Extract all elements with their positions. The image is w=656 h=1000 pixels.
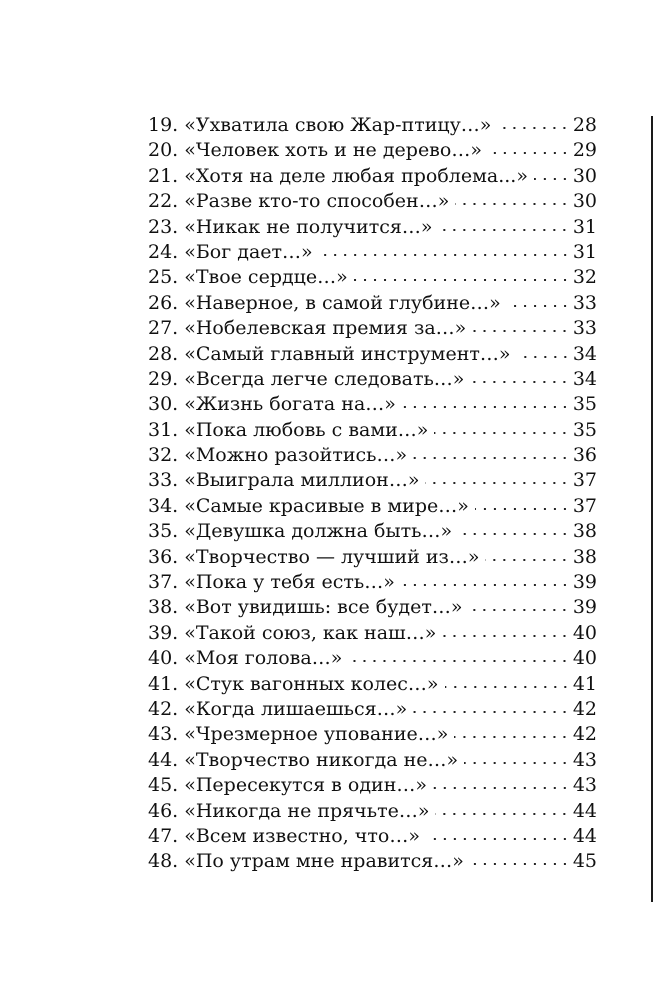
toc-entry xyxy=(148,570,597,595)
toc-entry-page-number: 30 xyxy=(572,190,597,213)
toc-entry xyxy=(148,849,597,874)
toc-entry-title: «Творчество никогда не…» xyxy=(184,748,459,771)
toc-entry-page-number: 42 xyxy=(572,723,597,746)
toc-entry-page-number: 37 xyxy=(572,494,597,517)
toc-entry-number: 42. xyxy=(148,697,179,720)
toc-entry-page-number: 33 xyxy=(572,291,597,314)
toc-entry-title: «Никогда не прячьте…» xyxy=(184,799,430,822)
dot-leader xyxy=(435,811,569,817)
toc-entry-title: «Вот увидишь: все будет…» xyxy=(184,596,463,619)
toc-entry xyxy=(148,646,597,671)
toc-entry xyxy=(148,722,597,747)
page-edge-line xyxy=(651,116,653,902)
toc-entry-page-number: 45 xyxy=(572,850,597,873)
dot-leader xyxy=(458,531,570,537)
toc-entry xyxy=(148,240,597,265)
toc-entry-number: 22. xyxy=(148,190,179,213)
toc-entry-title: «Творчество — лучший из…» xyxy=(184,545,480,568)
dot-leader xyxy=(319,252,570,258)
toc-entry-number: 28. xyxy=(148,342,179,365)
toc-entry-title: «Всегда легче следовать…» xyxy=(184,367,465,390)
toc-entry-page-number: 34 xyxy=(572,342,597,365)
toc-entry-number: 35. xyxy=(148,520,179,543)
toc-entry-page-number: 36 xyxy=(572,444,597,467)
dot-leader xyxy=(455,201,569,207)
toc-entry-page-number: 43 xyxy=(572,748,597,771)
toc-entry-number: 37. xyxy=(148,571,179,594)
toc-entry-title: «Пока любовь с вами…» xyxy=(184,418,429,441)
toc-entry-title: «Твое сердце…» xyxy=(184,266,348,289)
toc-entry xyxy=(148,494,597,519)
toc-entry-number: 23. xyxy=(148,215,179,238)
toc-entry-page-number: 34 xyxy=(572,367,597,390)
dot-leader xyxy=(401,582,570,588)
toc-entry-number: 29. xyxy=(148,367,179,390)
toc-entry-number: 38. xyxy=(148,596,179,619)
toc-entry-title: «Когда лишаешься…» xyxy=(184,697,408,720)
dot-leader xyxy=(426,836,570,842)
dot-leader xyxy=(354,277,570,283)
toc-entry-title: «Пересекутся в один…» xyxy=(184,774,428,797)
dot-leader xyxy=(507,303,570,309)
toc-entry xyxy=(148,164,597,189)
toc-entry-title: «Выиграла миллион…» xyxy=(184,469,420,492)
toc-entry-title: «Самый главный инструмент…» xyxy=(184,342,511,365)
dot-leader xyxy=(517,354,570,360)
toc-entry-number: 19. xyxy=(148,114,179,136)
dot-leader xyxy=(475,506,570,512)
dot-leader xyxy=(485,557,569,563)
dot-leader xyxy=(413,709,570,715)
toc-entry xyxy=(148,799,597,824)
toc-entry-number: 47. xyxy=(148,824,179,847)
toc-entry-number: 44. xyxy=(148,748,179,771)
toc-entry-number: 27. xyxy=(148,317,179,340)
toc-entry xyxy=(148,418,597,443)
toc-entry-page-number: 28 xyxy=(572,114,597,136)
toc-entry-title: «Всем известно, что…» xyxy=(184,824,420,847)
toc-entry xyxy=(148,595,597,620)
toc-entry-page-number: 43 xyxy=(572,774,597,797)
toc-entry-title: «Наверное, в самой глубине…» xyxy=(184,291,501,314)
dot-leader xyxy=(433,785,570,791)
toc-entry-page-number: 38 xyxy=(572,545,597,568)
toc-entry-number: 25. xyxy=(148,266,179,289)
toc-entry-number: 26. xyxy=(148,291,179,314)
toc-entry xyxy=(148,824,597,849)
dot-leader xyxy=(472,328,570,334)
toc-entry-title: «Пока у тебя есть…» xyxy=(184,571,395,594)
toc-entry-page-number: 38 xyxy=(572,520,597,543)
toc-entry xyxy=(148,113,597,138)
toc-entry-number: 32. xyxy=(148,444,179,467)
toc-entry-number: 21. xyxy=(148,164,179,187)
dot-leader xyxy=(348,658,569,664)
toc-entry-number: 43. xyxy=(148,723,179,746)
toc-entry xyxy=(148,316,597,341)
toc-entry-page-number: 30 xyxy=(572,164,597,187)
toc-entry-number: 45. xyxy=(148,774,179,797)
toc-entry-page-number: 39 xyxy=(572,571,597,594)
dot-leader xyxy=(445,684,570,690)
toc-entry-title: «Самые красивые в мире…» xyxy=(184,494,469,517)
dot-leader xyxy=(488,150,570,156)
dot-leader xyxy=(413,455,570,461)
toc-entry-title: «Чрезмерное упование…» xyxy=(184,723,449,746)
toc-entry-title: «Никак не получится…» xyxy=(184,215,433,238)
toc-entry-title: «Стук вагонных колес…» xyxy=(184,672,439,695)
toc-entry-page-number: 40 xyxy=(572,621,597,644)
toc-entry-title: «Такой союз, как наш…» xyxy=(184,621,437,644)
dot-leader xyxy=(464,760,570,766)
toc-entry-title: «Бог дает…» xyxy=(184,240,313,263)
toc-entry xyxy=(148,215,597,240)
toc-entry-page-number: 35 xyxy=(572,393,597,416)
toc-entry-number: 41. xyxy=(148,672,179,695)
toc-entry xyxy=(148,265,597,290)
toc-entry-title: «Ухватила свою Жар-птицу…» xyxy=(184,114,492,136)
dot-leader xyxy=(497,125,569,131)
table-of-contents xyxy=(148,113,597,875)
toc-entry xyxy=(148,291,597,316)
toc-entry-page-number: 29 xyxy=(572,139,597,162)
toc-entry-page-number: 44 xyxy=(572,799,597,822)
dot-leader xyxy=(470,861,570,867)
dot-leader xyxy=(454,734,569,740)
toc-entry-title: «Моя голова…» xyxy=(184,647,343,670)
toc-entry xyxy=(148,519,597,544)
toc-entry-page-number: 35 xyxy=(572,418,597,441)
dot-leader xyxy=(402,404,570,410)
toc-entry xyxy=(148,367,597,392)
toc-entry-number: 36. xyxy=(148,545,179,568)
toc-entry-title: «По утрам мне нравится…» xyxy=(184,850,464,873)
toc-entry-page-number: 41 xyxy=(572,672,597,695)
dot-leader xyxy=(534,176,570,182)
toc-entry-title: «Человек хоть и не дерево…» xyxy=(184,139,482,162)
toc-entry-title: «Хотя на деле любая проблема...» xyxy=(184,164,528,187)
toc-entry-page-number: 37 xyxy=(572,469,597,492)
dot-leader xyxy=(425,480,569,486)
dot-leader xyxy=(442,633,569,639)
dot-leader xyxy=(468,607,569,613)
toc-entry xyxy=(148,392,597,417)
dot-leader xyxy=(470,379,569,385)
toc-entry-number: 34. xyxy=(148,494,179,517)
toc-entry-page-number: 31 xyxy=(572,215,597,238)
toc-entry-title: «Можно разойтись…» xyxy=(184,444,408,467)
toc-entry xyxy=(148,672,597,697)
toc-entry-number: 40. xyxy=(148,647,179,670)
toc-entry-title: «Жизнь богата на…» xyxy=(184,393,396,416)
toc-entry xyxy=(148,443,597,468)
toc-entry-page-number: 42 xyxy=(572,697,597,720)
toc-entry-page-number: 39 xyxy=(572,596,597,619)
toc-entry-title: «Нобелевская премия за…» xyxy=(184,317,467,340)
toc-entry xyxy=(148,138,597,163)
toc-entry-page-number: 40 xyxy=(572,647,597,670)
toc-entry-title: «Разве кто-то способен…» xyxy=(184,190,450,213)
toc-entry-page-number: 44 xyxy=(572,824,597,847)
toc-entry xyxy=(148,697,597,722)
toc-entry-page-number: 33 xyxy=(572,317,597,340)
toc-entry xyxy=(148,621,597,646)
toc-entry-number: 48. xyxy=(148,850,179,873)
toc-entry xyxy=(148,545,597,570)
toc-entry-number: 30. xyxy=(148,393,179,416)
toc-entry-number: 24. xyxy=(148,240,179,263)
dot-leader xyxy=(434,430,569,436)
toc-entry xyxy=(148,189,597,214)
toc-entry xyxy=(148,468,597,493)
toc-entry-page-number: 32 xyxy=(572,266,597,289)
dot-leader xyxy=(438,227,569,233)
toc-entry xyxy=(148,748,597,773)
toc-entry-number: 39. xyxy=(148,621,179,644)
toc-entry-number: 33. xyxy=(148,469,179,492)
toc-entry-title: «Девушка должна быть…» xyxy=(184,520,453,543)
toc-entry-number: 31. xyxy=(148,418,179,441)
toc-entry-number: 46. xyxy=(148,799,179,822)
toc-entry-number: 20. xyxy=(148,139,179,162)
toc-entry xyxy=(148,773,597,798)
toc-entry-page-number: 31 xyxy=(572,240,597,263)
toc-entry xyxy=(148,342,597,367)
